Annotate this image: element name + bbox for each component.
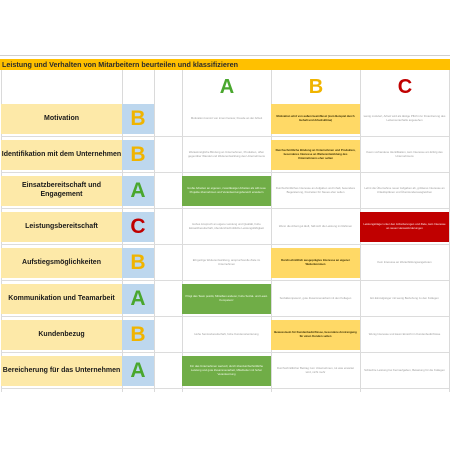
grade-a-description: Motivation kommt von innen heraus; Freude an der Arbeit	[190, 116, 263, 121]
grade-c-description: Wenig Interesse und kaum Einsicht in Kundenbedürfnisse	[368, 332, 441, 337]
grade-b-description: Durchschnittliches Interesse an Aufgaben und Inhalt, besondere Begeisterung, Freizeiten für Neues eher selten	[275, 186, 356, 194]
row-separator	[1, 352, 449, 353]
grade-b-description: Durchschnittliche Bindung an Unternehmen und Produkten, besonderes Interesse an Weiterentwicklung des Unternehmens eher selten	[271, 140, 360, 170]
grade-c-description: Kaum vorhandene Identifikation, kein Interesse am Erfolg des Unternehmens	[366, 150, 443, 158]
criterion-label: Motivation	[1, 104, 122, 134]
grade-b-description: Bewusstsein für Kundenbedürfnisse, besondere Anstrengung für einen Kunden selten	[271, 320, 360, 350]
grade-c-description: Kein Interesse an Weiterbildungsangeboten	[377, 260, 432, 265]
grade-c-description: Ein Einzelgänger mit wenig Beziehung zu den Kollegen	[370, 296, 439, 301]
assigned-grade: A	[122, 284, 154, 314]
grade-header-a: A	[219, 76, 235, 98]
grade-b-description: Motivation wird von außen beeinflusst (zum Beispiel durch Gehalt und Arbeitsklima)	[271, 104, 360, 134]
row-separator	[1, 244, 449, 245]
grade-a-description: Prägt das Team positiv, Mitreißen anderer, hohe Sozial- und Lead-Kompetenz	[182, 284, 271, 314]
grade-c-description: Schlechte Leistung bei Kernaufgaben, Belastung für die Kollegen	[364, 368, 445, 373]
top-border	[0, 55, 450, 56]
criterion-label: Kundenbezug	[1, 320, 122, 350]
assigned-grade: B	[122, 104, 154, 134]
grade-c-description: wenig motiviert, Arbeit wird als lästige Pflicht zur Finanzierung des Lebensunterhalts angesehen	[363, 114, 446, 122]
assigned-grade: B	[122, 320, 154, 350]
row-separator	[1, 136, 449, 137]
row-separator	[1, 172, 449, 173]
criterion-label: Identifikation mit dem Unternehmen	[1, 140, 122, 170]
grade-b-description: Durchschnittlicher Beitrag zum Unternehmen, tut was erwartet wird, nicht mehr	[277, 366, 354, 374]
grade-a-description: Große Arbeiten an eigenen, zuverlässiger Arbeiten als will neue Projekte übernehmen und Verantwortungsbereich erweitern	[182, 176, 271, 206]
grade-a-description: Ehrgeizige Weiterentwicklung, anspruchsvolle Ziele im Unternehmen	[192, 258, 261, 266]
grade-a-description: Hohes Anspruch an eigene Leistung und Qualität, hohe Einsatzbereitschaft, überdurchschnittliche Leistungsfähigkeit	[189, 222, 264, 230]
grade-a-description: Für das Unternehmen wertvoll, durch überdurchschnittliche Leistung und gute Zusammenarbeit, Mitarbeiter mit hoher Verantwortung	[182, 356, 271, 386]
grade-b-description: Sozialkompetenz, gute Zusammenarbeit mit den Kollegen	[279, 296, 352, 301]
criterion-label: Aufstiegsmöglichkeiten	[1, 248, 122, 278]
sheet-title: Leistung und Verhalten von Mitarbeitern beurteilen und klassifizieren	[2, 60, 239, 69]
assigned-grade: A	[122, 356, 154, 386]
grid-column-line	[154, 70, 155, 392]
assigned-grade: A	[122, 176, 154, 206]
grade-b-description: Durchschnittlich ausgeprägtes Interesse an eigener Weiterkommen	[271, 248, 360, 278]
grade-a-description: Weitestmögliche Bindung an Unternehmen, Produkten, offen gegenüber Wandel und Weiterentwicklung des Unternehmens	[188, 150, 265, 158]
grade-b-description: Wenn die Arbeit gut läuft, hält sich die Leistung im Rahmen	[278, 224, 353, 229]
row-separator	[1, 388, 449, 389]
row-separator	[1, 316, 449, 317]
criterion-label: Einsatzbereitschaft und Engagement	[1, 176, 122, 206]
grade-a-description: Hohe Servicebereitschaft, hohe Kundenorientierung	[194, 332, 259, 337]
criterion-label: Bereicherung für das Unternehmen	[1, 356, 122, 386]
grade-header-b: B	[308, 76, 324, 98]
assigned-grade: B	[122, 140, 154, 170]
assigned-grade: C	[122, 212, 154, 242]
grade-c-description: Leistungsträger unter den Anforderungen und Ziele, kein Interesse an neuen Herausforderungen	[360, 212, 449, 242]
criterion-label: Leistungsbereitschaft	[1, 212, 122, 242]
assigned-grade: B	[122, 248, 154, 278]
criterion-label: Kommunikation und Teamarbeit	[1, 284, 122, 314]
row-separator	[1, 280, 449, 281]
grade-header-c: C	[397, 76, 413, 98]
row-separator	[1, 208, 449, 209]
grade-c-description: Lehnt die Übernahme neuer Aufgaben ab, größeres Interesse an Urlaubsplänen und Überstundenausgleichen	[364, 186, 445, 194]
